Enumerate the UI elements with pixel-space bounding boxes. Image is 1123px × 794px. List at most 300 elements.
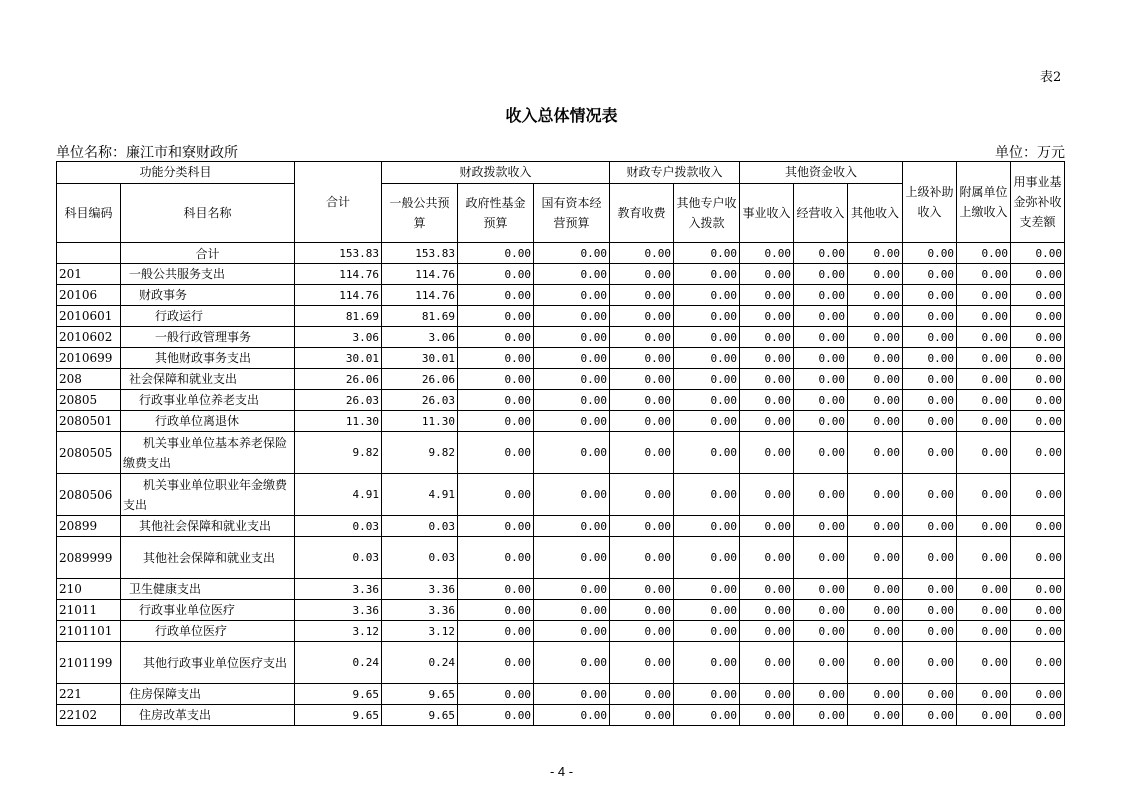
row-value: 0.00 <box>794 516 848 537</box>
row-value: 0.00 <box>848 390 903 411</box>
row-code: 208 <box>57 369 121 390</box>
row-value: 0.00 <box>1011 705 1065 726</box>
row-value: 0.00 <box>458 306 534 327</box>
row-value: 30.01 <box>382 348 458 369</box>
header-fiscal-allocation: 财政拨款收入 <box>382 162 610 184</box>
row-value: 0.00 <box>1011 600 1065 621</box>
row-value: 114.76 <box>382 264 458 285</box>
row-value: 0.00 <box>534 474 610 516</box>
row-value: 0.00 <box>458 579 534 600</box>
row-value: 0.00 <box>534 306 610 327</box>
row-code: 21011 <box>57 600 121 621</box>
row-value: 11.30 <box>382 411 458 432</box>
row-value: 0.00 <box>674 264 740 285</box>
row-value: 0.00 <box>610 306 674 327</box>
row-value: 9.65 <box>295 684 382 705</box>
row-code: 210 <box>57 579 121 600</box>
row-value: 0.00 <box>1011 348 1065 369</box>
row-value: 0.00 <box>534 285 610 306</box>
header-business-income: 事业收入 <box>740 184 794 243</box>
row-value: 0.00 <box>610 243 674 264</box>
row-value: 0.00 <box>674 579 740 600</box>
row-value: 0.00 <box>610 474 674 516</box>
row-value: 0.00 <box>458 390 534 411</box>
row-value: 0.00 <box>957 537 1011 579</box>
row-value: 0.00 <box>903 285 957 306</box>
row-value: 0.00 <box>1011 474 1065 516</box>
row-value: 0.00 <box>957 600 1011 621</box>
row-value: 0.00 <box>903 642 957 684</box>
row-value: 0.00 <box>848 579 903 600</box>
row-code: 221 <box>57 684 121 705</box>
table-row <box>57 432 1065 474</box>
row-value: 0.00 <box>740 411 794 432</box>
row-value: 0.00 <box>903 705 957 726</box>
row-value: 0.00 <box>674 516 740 537</box>
row-value: 0.00 <box>534 411 610 432</box>
row-value: 0.00 <box>458 243 534 264</box>
table-tag: 表2 <box>1040 70 1062 85</box>
row-value: 0.00 <box>740 285 794 306</box>
row-value: 0.00 <box>458 264 534 285</box>
row-name: 其他行政事业单位医疗支出 <box>121 642 295 684</box>
row-value: 0.00 <box>740 705 794 726</box>
row-value: 0.00 <box>848 306 903 327</box>
row-value: 0.00 <box>458 642 534 684</box>
row-value: 0.00 <box>848 348 903 369</box>
row-value: 0.00 <box>674 411 740 432</box>
row-value: 0.00 <box>1011 432 1065 474</box>
row-value: 0.00 <box>458 621 534 642</box>
row-code: 20899 <box>57 516 121 537</box>
row-value: 0.00 <box>903 369 957 390</box>
table-row <box>57 264 1065 285</box>
row-value: 0.00 <box>458 432 534 474</box>
row-value: 0.00 <box>848 285 903 306</box>
page-number: - 4 - <box>549 764 574 779</box>
row-value: 0.00 <box>740 642 794 684</box>
header-state-capital-budget: 国有资本经营预算 <box>534 184 610 243</box>
header-code: 科目编码 <box>57 184 121 243</box>
row-value: 0.00 <box>674 432 740 474</box>
row-name: 其他社会保障和就业支出 <box>121 537 295 579</box>
header-affiliate-payment: 附属单位上缴收入 <box>957 162 1011 243</box>
row-value: 0.00 <box>740 600 794 621</box>
row-value: 0.00 <box>903 243 957 264</box>
row-value: 0.00 <box>848 327 903 348</box>
row-code: 2080501 <box>57 411 121 432</box>
row-value: 0.00 <box>794 369 848 390</box>
row-value: 0.00 <box>610 285 674 306</box>
row-value: 0.00 <box>903 306 957 327</box>
row-value: 0.00 <box>534 537 610 579</box>
row-value: 0.00 <box>458 537 534 579</box>
row-value: 0.00 <box>794 285 848 306</box>
row-value: 0.00 <box>903 348 957 369</box>
row-value: 0.00 <box>458 705 534 726</box>
row-value: 0.00 <box>1011 327 1065 348</box>
header-superior-subsidy: 上级补助收入 <box>903 162 957 243</box>
row-value: 0.00 <box>610 516 674 537</box>
row-value: 0.00 <box>848 243 903 264</box>
row-value: 0.00 <box>957 306 1011 327</box>
row-name: 合计 <box>121 243 295 264</box>
header-fiscal-special: 财政专户拨款收入 <box>610 162 740 184</box>
table-row <box>57 600 1065 621</box>
row-value: 0.00 <box>534 264 610 285</box>
row-value: 0.00 <box>610 600 674 621</box>
header-other-funds: 其他资金收入 <box>740 162 903 184</box>
header-operating-income: 经营收入 <box>794 184 848 243</box>
row-value: 9.65 <box>295 705 382 726</box>
row-name: 财政事务 <box>121 285 295 306</box>
row-value: 0.00 <box>794 264 848 285</box>
row-value: 0.00 <box>674 474 740 516</box>
row-value: 0.00 <box>957 516 1011 537</box>
row-value: 0.00 <box>458 411 534 432</box>
row-value: 30.01 <box>295 348 382 369</box>
unit-label: 单位：万元 <box>995 145 1065 161</box>
row-value: 0.00 <box>957 243 1011 264</box>
row-name: 行政单位医疗 <box>121 621 295 642</box>
row-value: 0.00 <box>534 327 610 348</box>
row-value: 0.00 <box>534 243 610 264</box>
row-name: 机关事业单位职业年金缴费支出 <box>121 474 295 516</box>
row-value: 0.00 <box>957 621 1011 642</box>
table-row <box>57 579 1065 600</box>
row-value: 0.00 <box>903 684 957 705</box>
row-value: 0.00 <box>957 327 1011 348</box>
row-value: 0.00 <box>957 642 1011 684</box>
row-value: 0.00 <box>848 684 903 705</box>
row-value: 0.00 <box>957 348 1011 369</box>
row-value: 0.00 <box>794 705 848 726</box>
row-value: 3.12 <box>382 621 458 642</box>
row-value: 0.00 <box>674 600 740 621</box>
row-value: 0.00 <box>957 264 1011 285</box>
row-value: 0.00 <box>458 285 534 306</box>
row-value: 0.00 <box>957 369 1011 390</box>
row-value: 0.00 <box>610 327 674 348</box>
row-value: 0.00 <box>674 348 740 369</box>
row-value: 26.03 <box>382 390 458 411</box>
table-row <box>57 306 1065 327</box>
table-row <box>57 327 1065 348</box>
row-name: 一般行政管理事务 <box>121 327 295 348</box>
row-value: 3.12 <box>295 621 382 642</box>
row-value: 9.82 <box>382 432 458 474</box>
row-value: 0.00 <box>458 474 534 516</box>
header-education-fee: 教育收费 <box>610 184 674 243</box>
row-value: 0.00 <box>534 390 610 411</box>
row-value: 0.00 <box>794 243 848 264</box>
unit-name: 单位名称：廉江市和寮财政所 <box>56 145 238 161</box>
row-value: 0.00 <box>1011 243 1065 264</box>
row-value: 0.00 <box>794 348 848 369</box>
row-value: 114.76 <box>295 285 382 306</box>
row-value: 0.00 <box>848 642 903 684</box>
row-value: 0.00 <box>610 537 674 579</box>
row-value: 0.00 <box>740 579 794 600</box>
row-value: 0.00 <box>957 579 1011 600</box>
row-value: 0.00 <box>610 411 674 432</box>
row-value: 0.00 <box>794 432 848 474</box>
row-code: 2101101 <box>57 621 121 642</box>
row-value: 0.00 <box>848 369 903 390</box>
row-value: 0.00 <box>903 390 957 411</box>
row-value: 0.00 <box>957 684 1011 705</box>
row-value: 0.00 <box>674 285 740 306</box>
row-code: 2010699 <box>57 348 121 369</box>
row-code: 20106 <box>57 285 121 306</box>
row-value: 0.00 <box>903 621 957 642</box>
row-value: 0.00 <box>674 705 740 726</box>
row-value: 0.00 <box>848 474 903 516</box>
row-value: 3.36 <box>295 600 382 621</box>
row-value: 26.06 <box>295 369 382 390</box>
header-general-budget: 一般公共预算 <box>382 184 458 243</box>
row-value: 3.06 <box>295 327 382 348</box>
row-value: 0.03 <box>382 537 458 579</box>
row-value: 0.00 <box>1011 369 1065 390</box>
row-value: 0.00 <box>610 390 674 411</box>
row-code: 201 <box>57 264 121 285</box>
row-value: 0.00 <box>458 369 534 390</box>
row-code: 2080506 <box>57 474 121 516</box>
header-function-category: 功能分类科目 <box>57 162 295 184</box>
row-value: 0.00 <box>740 306 794 327</box>
row-value: 0.00 <box>534 432 610 474</box>
row-value: 0.00 <box>740 621 794 642</box>
header-gov-fund-budget: 政府性基金预算 <box>458 184 534 243</box>
row-code: 20805 <box>57 390 121 411</box>
row-value: 0.00 <box>1011 306 1065 327</box>
row-value: 26.03 <box>295 390 382 411</box>
table-row <box>57 705 1065 726</box>
row-value: 0.00 <box>534 684 610 705</box>
row-value: 0.00 <box>794 621 848 642</box>
row-name: 社会保障和就业支出 <box>121 369 295 390</box>
row-code: 2080505 <box>57 432 121 474</box>
row-value: 0.00 <box>1011 579 1065 600</box>
table-row <box>57 684 1065 705</box>
row-value: 0.00 <box>848 621 903 642</box>
row-value: 0.00 <box>458 516 534 537</box>
row-value: 0.00 <box>794 327 848 348</box>
row-value: 0.00 <box>674 537 740 579</box>
row-value: 0.00 <box>534 516 610 537</box>
row-value: 0.00 <box>458 600 534 621</box>
table-row <box>57 285 1065 306</box>
row-name: 其他财政事务支出 <box>121 348 295 369</box>
table-row <box>57 474 1065 516</box>
row-value: 3.36 <box>382 579 458 600</box>
row-value: 0.00 <box>534 642 610 684</box>
row-value: 0.00 <box>610 369 674 390</box>
row-value: 0.00 <box>1011 537 1065 579</box>
row-value: 0.00 <box>1011 390 1065 411</box>
header-total: 合计 <box>295 162 382 243</box>
row-code: 2089999 <box>57 537 121 579</box>
row-value: 0.00 <box>674 390 740 411</box>
row-name: 住房改革支出 <box>121 705 295 726</box>
row-value: 0.00 <box>534 579 610 600</box>
row-value: 0.00 <box>1011 411 1065 432</box>
row-value: 3.36 <box>295 579 382 600</box>
row-value: 0.00 <box>740 264 794 285</box>
row-value: 0.00 <box>848 705 903 726</box>
row-value: 0.00 <box>610 621 674 642</box>
row-value: 0.00 <box>848 600 903 621</box>
row-code <box>57 243 121 264</box>
row-value: 0.00 <box>740 537 794 579</box>
row-value: 81.69 <box>382 306 458 327</box>
row-value: 0.00 <box>903 432 957 474</box>
row-value: 0.00 <box>848 537 903 579</box>
row-value: 26.06 <box>382 369 458 390</box>
row-value: 0.00 <box>957 285 1011 306</box>
row-value: 0.00 <box>848 264 903 285</box>
row-value: 153.83 <box>295 243 382 264</box>
row-code: 22102 <box>57 705 121 726</box>
row-value: 0.00 <box>740 684 794 705</box>
row-value: 0.00 <box>1011 264 1065 285</box>
row-name: 机关事业单位基本养老保险缴费支出 <box>121 432 295 474</box>
row-value: 0.00 <box>794 537 848 579</box>
row-value: 0.00 <box>794 600 848 621</box>
row-value: 0.00 <box>610 348 674 369</box>
table-row <box>57 537 1065 579</box>
row-value: 0.00 <box>794 411 848 432</box>
row-value: 0.00 <box>740 474 794 516</box>
row-value: 4.91 <box>382 474 458 516</box>
row-value: 0.00 <box>534 705 610 726</box>
page-title: 收入总体情况表 <box>505 106 618 125</box>
row-value: 0.00 <box>458 684 534 705</box>
row-value: 0.00 <box>740 348 794 369</box>
row-value: 9.65 <box>382 705 458 726</box>
row-name: 行政运行 <box>121 306 295 327</box>
header-name: 科目名称 <box>121 184 295 243</box>
table-row <box>57 642 1065 684</box>
row-value: 0.00 <box>458 348 534 369</box>
row-code: 2101199 <box>57 642 121 684</box>
row-value: 0.00 <box>1011 621 1065 642</box>
row-name: 卫生健康支出 <box>121 579 295 600</box>
row-value: 0.03 <box>295 516 382 537</box>
row-value: 0.00 <box>794 684 848 705</box>
row-value: 0.00 <box>848 432 903 474</box>
row-value: 0.00 <box>610 684 674 705</box>
row-value: 0.24 <box>382 642 458 684</box>
row-value: 0.00 <box>794 306 848 327</box>
row-value: 11.30 <box>295 411 382 432</box>
row-value: 0.00 <box>957 432 1011 474</box>
row-value: 0.00 <box>740 432 794 474</box>
header-other-income: 其他收入 <box>848 184 903 243</box>
row-value: 0.00 <box>903 516 957 537</box>
table-row <box>57 243 1065 264</box>
row-value: 0.00 <box>610 579 674 600</box>
table-row <box>57 369 1065 390</box>
row-value: 0.00 <box>794 579 848 600</box>
row-value: 0.00 <box>610 705 674 726</box>
row-value: 0.00 <box>957 411 1011 432</box>
table-row <box>57 348 1065 369</box>
row-value: 9.82 <box>295 432 382 474</box>
row-name: 其他社会保障和就业支出 <box>121 516 295 537</box>
row-value: 0.00 <box>674 306 740 327</box>
income-summary-table <box>56 161 1065 726</box>
row-value: 0.00 <box>534 348 610 369</box>
row-value: 81.69 <box>295 306 382 327</box>
row-value: 3.36 <box>382 600 458 621</box>
row-value: 114.76 <box>295 264 382 285</box>
row-value: 0.00 <box>794 390 848 411</box>
row-value: 0.00 <box>740 516 794 537</box>
row-value: 0.00 <box>534 621 610 642</box>
header-other-special: 其他专户收入拨款 <box>674 184 740 243</box>
row-value: 0.00 <box>674 369 740 390</box>
row-value: 0.00 <box>848 411 903 432</box>
row-value: 0.00 <box>674 684 740 705</box>
table-row <box>57 411 1065 432</box>
row-code: 2010601 <box>57 306 121 327</box>
row-value: 114.76 <box>382 285 458 306</box>
row-value: 0.00 <box>957 474 1011 516</box>
row-value: 0.00 <box>903 264 957 285</box>
header-fund-balance: 用事业基金弥补收支差额 <box>1011 162 1065 243</box>
row-code: 2010602 <box>57 327 121 348</box>
row-value: 0.03 <box>382 516 458 537</box>
row-value: 0.00 <box>740 243 794 264</box>
row-name: 行政单位离退休 <box>121 411 295 432</box>
row-value: 9.65 <box>382 684 458 705</box>
row-value: 0.00 <box>1011 684 1065 705</box>
row-value: 0.03 <box>295 537 382 579</box>
row-value: 0.00 <box>740 369 794 390</box>
table-row <box>57 516 1065 537</box>
row-value: 0.00 <box>794 474 848 516</box>
row-value: 0.00 <box>794 642 848 684</box>
row-value: 0.00 <box>903 411 957 432</box>
row-value: 0.00 <box>903 327 957 348</box>
row-value: 0.00 <box>1011 516 1065 537</box>
table-row <box>57 390 1065 411</box>
row-value: 0.00 <box>903 579 957 600</box>
row-value: 0.00 <box>957 390 1011 411</box>
row-value: 0.00 <box>903 474 957 516</box>
row-value: 153.83 <box>382 243 458 264</box>
row-value: 0.00 <box>848 516 903 537</box>
row-value: 0.00 <box>610 264 674 285</box>
row-value: 3.06 <box>382 327 458 348</box>
row-name: 一般公共服务支出 <box>121 264 295 285</box>
row-value: 0.00 <box>1011 285 1065 306</box>
row-value: 0.00 <box>740 390 794 411</box>
row-value: 0.24 <box>295 642 382 684</box>
row-value: 0.00 <box>534 369 610 390</box>
row-value: 0.00 <box>674 621 740 642</box>
row-value: 0.00 <box>957 705 1011 726</box>
row-value: 0.00 <box>458 327 534 348</box>
row-value: 0.00 <box>674 327 740 348</box>
row-name: 住房保障支出 <box>121 684 295 705</box>
row-value: 0.00 <box>610 642 674 684</box>
row-value: 0.00 <box>903 537 957 579</box>
row-value: 0.00 <box>1011 642 1065 684</box>
row-value: 0.00 <box>740 327 794 348</box>
